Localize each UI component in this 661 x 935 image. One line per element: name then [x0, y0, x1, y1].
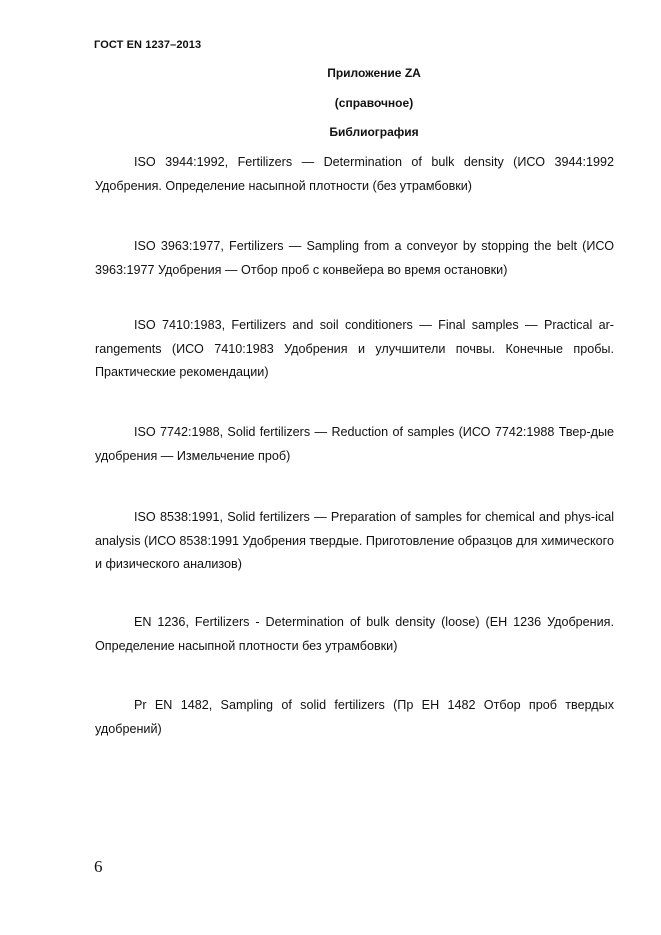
bibliography-title: Библиография: [329, 125, 419, 139]
bibliography-entry: ISO 3963:1977, Fertilizers — Sampling from a conveyor by stopping the belt (ИСО 3963:1977 Удобрения — Отбор проб с конвейера во время остановки): [95, 239, 614, 277]
bibliography-entry: ISO 7410:1983, Fertilizers and soil conditioners — Final samples — Practical ar-rangements (ИСО 7410:1983 Удобрения и улучшители почвы. Конечные пробы. Практические рекомендации): [95, 318, 614, 379]
document-code: ГОСТ EN 1237–2013: [94, 39, 202, 51]
annex-title: Приложение ZA: [327, 66, 421, 80]
bibliography-entry: Pr EN 1482, Sampling of solid fertilizers (Пр ЕН 1482 Отбор проб твердых удобрений): [95, 698, 614, 736]
bibliography-entry: ISO 3944:1992, Fertilizers — Determination of bulk density (ИСО 3944:1992 Удобрения. Определение насыпной плотности (без утрамбовки): [95, 155, 614, 193]
page-number: 6: [94, 857, 103, 876]
bibliography-entry: EN 1236, Fertilizers - Determination of bulk density (loose) (ЕН 1236 Удобрения. Определение насыпной плотности без утрамбовки): [95, 615, 614, 653]
bibliography-entry: ISO 7742:1988, Solid fertilizers — Reduction of samples (ИСО 7742:1988 Твер-дые удобрения — Измельчение проб): [95, 425, 614, 463]
bibliography-entry: ISO 8538:1991, Solid fertilizers — Preparation of samples for chemical and phys-ical analysis (ИСО 8538:1991 Удобрения твердые. Приготовление образцов для химического и физического анализов): [95, 510, 614, 571]
annex-note: (справочное): [334, 96, 414, 110]
